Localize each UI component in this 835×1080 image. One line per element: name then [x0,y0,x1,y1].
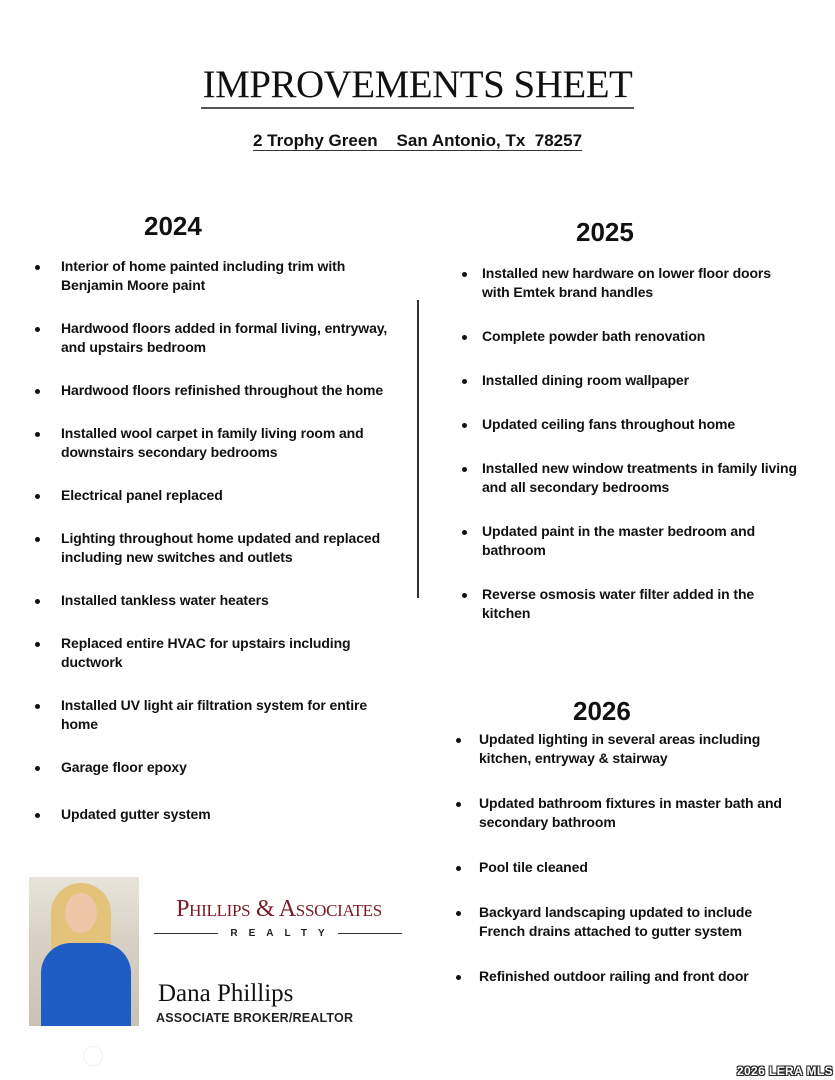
improvement-item [61,805,391,824]
brokerage-sub-label: REALTY [230,927,336,939]
improvement-text: Updated gutter system [61,806,211,822]
improvement-item [61,529,391,567]
agent-photo [29,877,139,1026]
bullet-icon [456,738,461,743]
improvement-text: Garage floor epoxy [61,759,187,775]
improvement-item [479,794,799,832]
bullet-icon [35,432,40,437]
bullet-icon [462,379,467,384]
improvement-item [482,327,802,346]
improvement-item [61,758,391,777]
logo-rule-right [338,933,402,934]
bullet-icon [456,911,461,916]
improvement-item [482,415,802,434]
document-title [0,62,835,107]
bullet-icon [35,494,40,499]
improvement-text: Replaced entire HVAC for upstairs including ductwork [61,635,351,670]
improvement-item [482,522,802,560]
brokerage-logo-subline [154,926,402,940]
brokerage-logo: Phillips & Associates [176,896,382,922]
improvement-item [61,634,391,672]
bullet-icon [35,599,40,604]
year-heading-2024: 2024 [144,211,202,241]
property-address [0,131,835,151]
improvement-item [61,591,391,610]
improvement-text: Complete powder bath renovation [482,328,706,344]
improvement-text: Electrical panel replaced [61,487,223,503]
logo-rule-left [154,933,218,934]
bullet-icon [462,593,467,598]
bullet-icon [35,265,40,270]
property-address-text: 2 Trophy Green San Antonio, Tx 78257 [252,131,583,150]
agent-name: Dana Phillips [158,980,294,1007]
improvement-text: Lighting throughout home updated and replaced including new switches and outlets [61,530,381,565]
bullet-icon [456,975,461,980]
bullet-icon [35,813,40,818]
improvement-text: Interior of home painted including trim with Benjamin Moore paint [61,258,346,293]
improvement-item [479,858,799,877]
improvement-text: Installed wool carpet in family living room and downstairs secondary bedrooms [61,425,364,460]
improvement-text: Installed new hardware on lower floor doors with Emtek brand handles [482,265,771,300]
improvement-text: Installed dining room wallpaper [482,372,689,388]
improvement-item [61,381,391,400]
improvement-text: Installed tankless water heaters [61,592,269,608]
improvement-item [61,424,391,462]
improvement-text: Updated bathroom fixtures in master bath and secondary bathroom [479,795,782,830]
bullet-icon [462,530,467,535]
agent-photo-face [65,893,97,933]
improvements-list-2025 [482,264,802,623]
improvement-text: Refinished outdoor railing and front door [479,968,749,984]
document-title-text: IMPROVEMENTS SHEET [201,63,635,109]
improvement-item [482,585,802,623]
bullet-icon [462,335,467,340]
improvement-text: Hardwood floors refinished throughout the home [61,382,384,398]
improvement-text: Installed UV light air filtration system for entire home [61,697,368,732]
bullet-icon [35,389,40,394]
improvement-item [482,459,802,497]
agent-title: ASSOCIATE BROKER/REALTOR [156,1011,354,1025]
mls-watermark: 2026 LERA MLS [736,1064,833,1078]
bullet-icon [456,866,461,871]
improvement-item [61,486,391,505]
bullet-icon [35,766,40,771]
improvement-text: Reverse osmosis water filter added in the kitchen [482,586,755,621]
bullet-icon [35,537,40,542]
bullet-icon [35,327,40,332]
bullet-icon [35,642,40,647]
improvement-text: Pool tile cleaned [479,859,588,875]
improvements-list-2024 [61,257,391,824]
improvement-text: Hardwood floors added in formal living, entryway, and upstairs bedroom [61,320,388,355]
year-heading-2026: 2026 [573,696,631,726]
year-heading-2025: 2025 [576,217,634,247]
improvement-text: Installed new window treatments in family living and all secondary bedrooms [482,460,797,495]
improvement-text: Updated ceiling fans throughout home [482,416,736,432]
bullet-icon [462,272,467,277]
improvement-text: Updated lighting in several areas including kitchen, entryway & stairway [479,731,761,766]
bullet-icon [35,704,40,709]
improvement-item [479,903,799,941]
improvement-item [479,967,799,986]
improvement-text: Updated paint in the master bedroom and bathroom [482,523,756,558]
phone-icon [83,1046,103,1066]
bullet-icon [456,802,461,807]
improvement-item [482,371,802,390]
improvement-item [61,696,391,734]
improvement-item [482,264,802,302]
improvement-text: Backyard landscaping updated to include French drains attached to gutter system [479,904,753,939]
column-divider [417,300,419,598]
improvement-item [61,257,391,295]
agent-photo-body [41,943,131,1026]
improvements-list-2026 [479,730,799,986]
bullet-icon [462,467,467,472]
improvement-item [61,319,391,357]
improvement-item [479,730,799,768]
bullet-icon [462,423,467,428]
